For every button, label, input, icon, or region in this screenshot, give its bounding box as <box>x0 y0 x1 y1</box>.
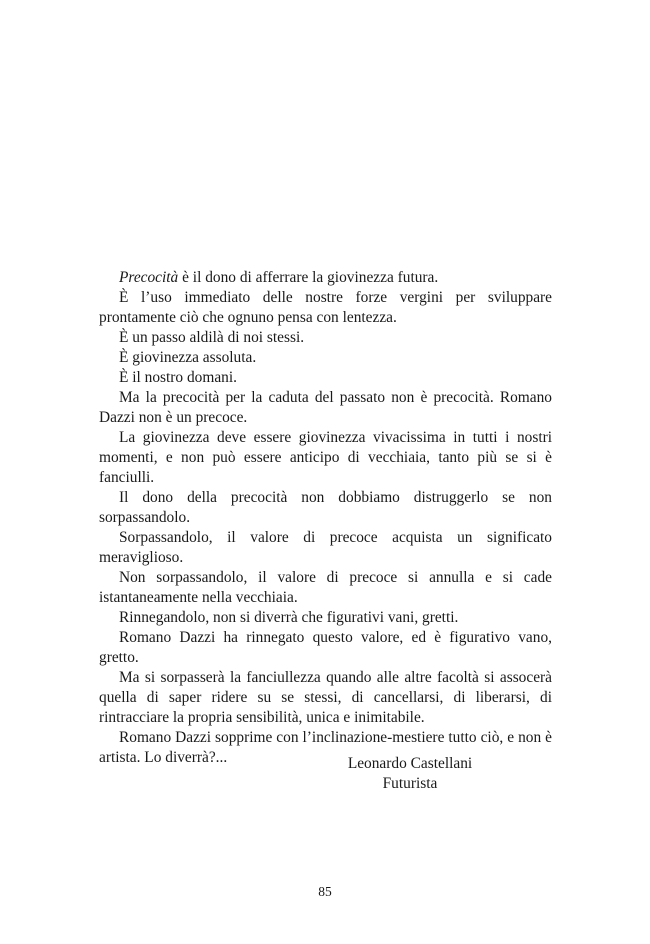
page-number: 85 <box>318 884 332 899</box>
paragraph-6: Ma la precocità per la caduta del passato non è precocità. Romano Dazzi non è un precoce. <box>99 389 552 426</box>
paragraph-14: Romano Dazzi sopprime con l’inclinazione-mestiere tutto ciò, e non è artista. Lo diverrà?... <box>99 729 552 766</box>
paragraph-8: Il dono della precocità non dobbiamo distruggerlo se non sorpassandolo. <box>99 489 552 526</box>
paragraph-10: Non sorpassandolo, il valore di precoce si annulla e si cade istantaneamente nella vecchiaia. <box>99 569 552 606</box>
paragraph-2: È l’uso immediato delle nostre forze vergini per sviluppare prontamente ciò che ognuno pensa con lentezza. <box>99 289 552 326</box>
paragraph-1 <box>99 268 552 288</box>
author-name: Leonardo Castellani <box>347 755 473 772</box>
paragraph-1-text: è il dono di afferrare la giovinezza futura. <box>178 269 439 286</box>
paragraph-13: Ma si sorpasserà la fanciullezza quando alle altre facoltà si assocerà quella di saper ridere su se stessi, di cancellarsi, di liberarsi, di rintracciare la propria sensibilità, unica e inimitabile. <box>99 669 552 726</box>
paragraph-1-italic-lead: Precocità <box>119 269 179 286</box>
paragraph-3: È un passo aldilà di noi stessi. <box>119 329 305 346</box>
paragraph-5: È il nostro domani. <box>119 369 237 386</box>
paragraph-7: La giovinezza deve essere giovinezza vivacissima in tutti i nostri momenti, e non può essere anticipo di vecchiaia, tanto più se si è fanciulli. <box>99 429 552 486</box>
paragraph-9: Sorpassandolo, il valore di precoce acquista un significato meraviglioso. <box>99 529 552 566</box>
paragraph-11: Rinnegandolo, non si diverrà che figurativi vani, gretti. <box>119 609 459 626</box>
article-body <box>99 268 552 768</box>
paragraph-12: Romano Dazzi ha rinnegato questo valore, ed è figurativo vano, gretto. <box>99 629 552 666</box>
paragraph-4: È giovinezza assoluta. <box>119 349 257 366</box>
author-role: Futurista <box>382 775 438 792</box>
signature-block <box>300 754 520 794</box>
